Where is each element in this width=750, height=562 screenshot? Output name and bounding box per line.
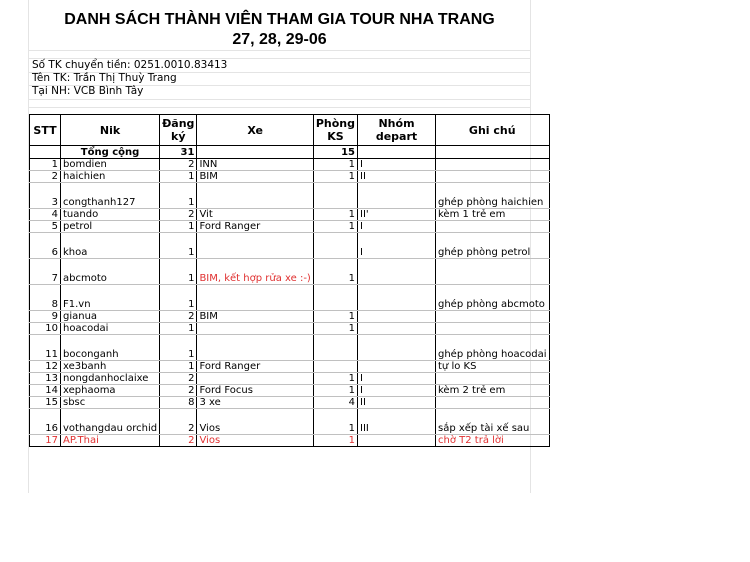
- cell-nick: petrol: [61, 221, 160, 233]
- cell-vehicle: [197, 373, 313, 385]
- cell-vehicle: BIM: [197, 311, 313, 323]
- cell-vehicle: Vit: [197, 209, 313, 221]
- cell-stt: 8: [30, 285, 61, 311]
- cell-notes: sắp xếp tài xế sau: [436, 409, 550, 435]
- table-row: [30, 285, 550, 311]
- cell-vehicle: [197, 233, 313, 259]
- cell-notes: ghép phòng petrol: [436, 233, 550, 259]
- cell-nick: boconganh: [61, 335, 160, 361]
- cell-registered: 2: [160, 385, 197, 397]
- cell-vehicle: Vios: [197, 409, 313, 435]
- cell-rooms: [313, 361, 357, 373]
- cell-group: [358, 435, 436, 447]
- cell-vehicle: Ford Ranger: [197, 221, 313, 233]
- table-row: [30, 435, 550, 447]
- cell-notes: ghép phòng haichien: [436, 183, 550, 209]
- table-row: [30, 323, 550, 335]
- cell-registered: 1: [160, 171, 197, 183]
- cell-notes: [436, 171, 550, 183]
- table-row: [30, 159, 550, 171]
- cell-registered: 2: [160, 159, 197, 171]
- cell-nick: F1.vn: [61, 285, 160, 311]
- cell-vehicle: BIM: [197, 171, 313, 183]
- bank-name: Tại NH: VCB Bình Tây: [32, 85, 144, 97]
- cell-registered: 2: [160, 373, 197, 385]
- cell-stt: 12: [30, 361, 61, 373]
- table-row: [30, 373, 550, 385]
- cell-group: [358, 361, 436, 373]
- cell-rooms: 1: [313, 435, 357, 447]
- cell-registered: 2: [160, 435, 197, 447]
- cell-notes: kèm 1 trẻ em: [436, 209, 550, 221]
- cell-group: I: [358, 385, 436, 397]
- cell-stt: 1: [30, 159, 61, 171]
- header-registered: Đăng ký: [160, 115, 197, 146]
- cell-rooms: [313, 183, 357, 209]
- document-title: DANH SÁCH THÀNH VIÊN THAM GIA TOUR NHA TRANG: [64, 11, 495, 28]
- cell-rooms: [313, 233, 357, 259]
- cell-stt: 9: [30, 311, 61, 323]
- cell-nick: haichien: [61, 171, 160, 183]
- table-row: [30, 409, 550, 435]
- cell-notes: [436, 373, 550, 385]
- total-group: [358, 146, 436, 159]
- header-stt: STT: [30, 115, 61, 146]
- total-notes: [436, 146, 550, 159]
- total-stt: [30, 146, 61, 159]
- cell-notes: ghép phòng hoacodai: [436, 335, 550, 361]
- cell-group: [358, 335, 436, 361]
- cell-registered: 8: [160, 397, 197, 409]
- cell-stt: 15: [30, 397, 61, 409]
- grid-row-line: [28, 50, 531, 51]
- account-number: Số TK chuyển tiền: 0251.0010.83413: [32, 59, 228, 71]
- header-vehicle: Xe: [197, 115, 313, 146]
- grid-row-line: [28, 107, 531, 108]
- cell-notes: [436, 323, 550, 335]
- cell-rooms: 1: [313, 373, 357, 385]
- table-row: [30, 183, 550, 209]
- cell-vehicle: 3 xe: [197, 397, 313, 409]
- cell-group: I: [358, 373, 436, 385]
- cell-notes: tự lo KS: [436, 361, 550, 373]
- cell-group: [358, 259, 436, 285]
- cell-notes: [436, 311, 550, 323]
- cell-group: I: [358, 221, 436, 233]
- cell-registered: 1: [160, 233, 197, 259]
- table-row: [30, 311, 550, 323]
- cell-nick: xephaoma: [61, 385, 160, 397]
- cell-stt: 17: [30, 435, 61, 447]
- grid-row-line: [28, 99, 531, 100]
- header-notes: Ghi chú: [436, 115, 550, 146]
- cell-vehicle: [197, 183, 313, 209]
- cell-registered: 1: [160, 259, 197, 285]
- cell-rooms: 1: [313, 385, 357, 397]
- cell-registered: 1: [160, 361, 197, 373]
- cell-stt: 6: [30, 233, 61, 259]
- cell-stt: 10: [30, 323, 61, 335]
- cell-stt: 11: [30, 335, 61, 361]
- cell-registered: 2: [160, 409, 197, 435]
- cell-nick: gianua: [61, 311, 160, 323]
- cell-registered: 2: [160, 209, 197, 221]
- header-group: Nhóm depart: [358, 115, 436, 146]
- table-row: [30, 335, 550, 361]
- header-rooms: Phòng KS: [313, 115, 357, 146]
- cell-rooms: 1: [313, 409, 357, 435]
- cell-vehicle: INN: [197, 159, 313, 171]
- cell-rooms: 1: [313, 171, 357, 183]
- cell-notes: [436, 159, 550, 171]
- cell-notes: [436, 221, 550, 233]
- cell-rooms: 1: [313, 209, 357, 221]
- cell-group: I: [358, 159, 436, 171]
- cell-vehicle: [197, 335, 313, 361]
- cell-notes: [436, 259, 550, 285]
- cell-nick: nongdanhoclaixe: [61, 373, 160, 385]
- cell-stt: 2: [30, 171, 61, 183]
- cell-rooms: 4: [313, 397, 357, 409]
- cell-nick: abcmoto: [61, 259, 160, 285]
- cell-nick: vothangdau orchid: [61, 409, 160, 435]
- cell-group: II: [358, 171, 436, 183]
- table-row: [30, 259, 550, 285]
- table-row: [30, 385, 550, 397]
- cell-group: [358, 183, 436, 209]
- cell-registered: 1: [160, 335, 197, 361]
- cell-nick: khoa: [61, 233, 160, 259]
- cell-group: [358, 311, 436, 323]
- cell-group: I: [358, 233, 436, 259]
- cell-nick: bomdien: [61, 159, 160, 171]
- cell-registered: 1: [160, 285, 197, 311]
- cell-stt: 5: [30, 221, 61, 233]
- cell-stt: 7: [30, 259, 61, 285]
- cell-stt: 13: [30, 373, 61, 385]
- table-row: [30, 221, 550, 233]
- table-row: [30, 233, 550, 259]
- cell-rooms: [313, 285, 357, 311]
- cell-vehicle: [197, 285, 313, 311]
- cell-rooms: 1: [313, 221, 357, 233]
- member-table: [29, 114, 550, 447]
- cell-nick: xe3banh: [61, 361, 160, 373]
- table-row: [30, 361, 550, 373]
- cell-rooms: [313, 335, 357, 361]
- cell-registered: 2: [160, 311, 197, 323]
- total-registered: 31: [160, 146, 197, 159]
- cell-vehicle: Ford Focus: [197, 385, 313, 397]
- header-nick: Nik: [61, 115, 160, 146]
- table-row: [30, 209, 550, 221]
- cell-notes: chờ T2 trả lời: [436, 435, 550, 447]
- cell-stt: 4: [30, 209, 61, 221]
- total-label: Tổng cộng: [61, 146, 160, 159]
- cell-rooms: 1: [313, 311, 357, 323]
- total-vehicle: [197, 146, 313, 159]
- cell-registered: 1: [160, 323, 197, 335]
- cell-nick: AP.Thai: [61, 435, 160, 447]
- cell-rooms: 1: [313, 259, 357, 285]
- table-header-row: [30, 115, 550, 146]
- cell-nick: sbsc: [61, 397, 160, 409]
- cell-rooms: 1: [313, 323, 357, 335]
- cell-registered: 1: [160, 183, 197, 209]
- table-row: [30, 397, 550, 409]
- cell-notes: ghép phòng abcmoto: [436, 285, 550, 311]
- cell-vehicle: Vios: [197, 435, 313, 447]
- cell-rooms: 1: [313, 159, 357, 171]
- cell-group: II': [358, 209, 436, 221]
- cell-vehicle: [197, 323, 313, 335]
- cell-vehicle: BIM, kết hợp rửa xe :-): [197, 259, 313, 285]
- cell-vehicle: Ford Ranger: [197, 361, 313, 373]
- cell-stt: 16: [30, 409, 61, 435]
- cell-nick: tuando: [61, 209, 160, 221]
- cell-stt: 14: [30, 385, 61, 397]
- cell-stt: 3: [30, 183, 61, 209]
- account-name: Tên TK: Trần Thị Thuỳ Trang: [32, 72, 177, 84]
- cell-nick: hoacodai: [61, 323, 160, 335]
- total-rooms: 15: [313, 146, 357, 159]
- cell-nick: congthanh127: [61, 183, 160, 209]
- document-subtitle-dates: 27, 28, 29-06: [232, 31, 327, 48]
- cell-notes: kèm 2 trẻ em: [436, 385, 550, 397]
- cell-group: [358, 285, 436, 311]
- cell-notes: [436, 397, 550, 409]
- cell-group: [358, 323, 436, 335]
- cell-group: III: [358, 409, 436, 435]
- table-row: [30, 171, 550, 183]
- total-row: [30, 146, 550, 159]
- cell-registered: 1: [160, 221, 197, 233]
- cell-group: II: [358, 397, 436, 409]
